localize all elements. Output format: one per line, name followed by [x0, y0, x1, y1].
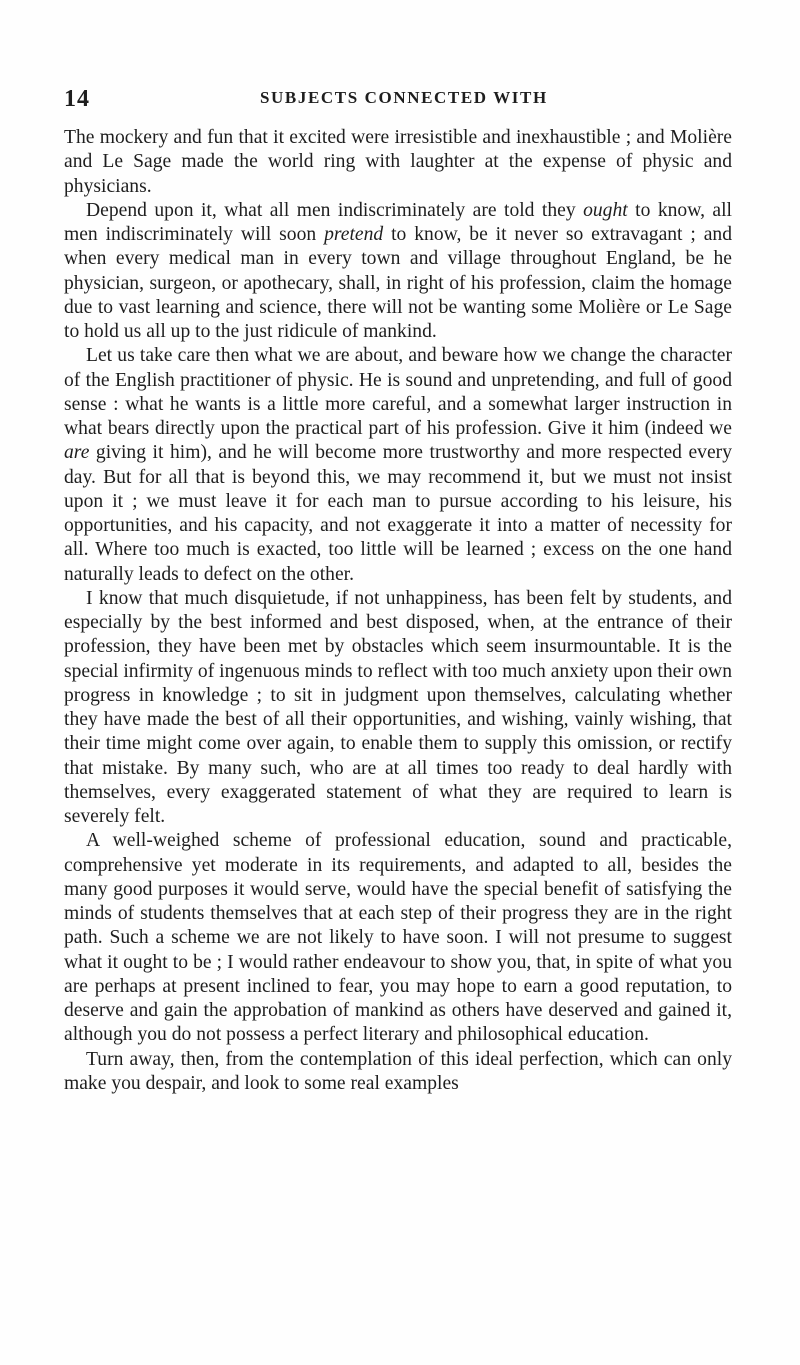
paragraph-2-italic-ought: ought — [583, 199, 628, 221]
paragraph-6 — [64, 1048, 732, 1097]
paragraph-1-text: The mockery and fun that it excited were irresistible and inexhaustible ; and Molière and Le Sage made the world ring with laughter at the expense of physic and physicians. — [64, 127, 732, 197]
paragraph-1 — [64, 126, 732, 199]
paragraph-2-italic-pretend: pretend — [324, 224, 384, 245]
page-header — [64, 86, 736, 116]
paragraph-2 — [64, 199, 732, 345]
paragraph-6-text: Turn away, then, from the contemplation of this ideal perfection, which can only make you despair, and look to some real examples — [64, 1048, 732, 1094]
paragraph-3 — [64, 344, 732, 587]
running-head: SUBJECTS CONNECTED WITH — [260, 88, 548, 107]
paragraph-3-text-b: giving it him), and he will become more trustworthy and more respected every day. But for all that is beyond this, we may recommend it, but we must not insist upon it ; we must leave it for each man to pursue according to his leisure, his opportunities, and his capacity, and not exaggerate it into a matter of necessity for all. Where too much is exacted, too little will be learned ; excess on the one hand naturally leads to defect on the other. — [64, 442, 732, 585]
paragraph-5 — [64, 829, 732, 1047]
body-text — [64, 126, 732, 1096]
page-number: 14 — [64, 86, 90, 112]
paragraph-3-text-a: Let us take care then what we are about, and beware how we change the character of the English practitioner of physic. He is sound and unpretending, and full of good sense : what he wants is a little more careful, and a somewhat larger instruction in what bears directly upon the practical part of his profession. Give it him (indeed we — [64, 345, 732, 439]
paragraph-2-text-c: to know, be it never so extravagant ; and when every medical man in every town and village throughout England, be he physician, surgeon, or apothecary, shall, in right of his profession, claim the homage due to vast learning and science, there will not be wanting some Molière or Le Sage to hold us all up to the just ridicule of mankind. — [64, 224, 733, 342]
paragraph-4 — [64, 587, 732, 830]
paragraph-4-text: I know that much disquietude, if not unhappiness, has been felt by students, and especially by the best informed and best disposed, when, at the entrance of their profession, they have been met by obstacles which seem insurmountable. It is the special infirmity of ingenuous minds to reflect with too much anxiety upon their own progress in knowledge ; to sit in judgment upon themselves, calculating whether they have made the best of all their opportunities, and wishing, vainly wishing, that their time might come over again, to enable them to supply this omission, or rectify that mistake. By many such, who are at all times too ready to deal hardly with themselves, every exaggerated statement of what they are required to learn is severely felt. — [64, 587, 732, 827]
paragraph-2-text-b: to know, all men indiscriminately will soon — [64, 199, 732, 245]
paragraph-3-italic-are: are — [64, 442, 90, 464]
paragraph-5-text: A well-weighed scheme of professional education, sound and practicable, comprehensive yet moderate in its requirements, and adapted to all, besides the many good purposes it would serve, would have the special benefit of satisfying the minds of students themselves that at each step of their progress they are in the right path. Such a scheme we are not likely to have soon. I will not presume to suggest what it ought to be ; I would rather endeavour to show you, that, in spite of what you are perhaps at present inclined to fear, you may hope to earn a good reputation, to deserve and gain the approbation of mankind as others have deserved and gained it, although you do not possess a perfect literary and philosophical education. — [64, 830, 732, 1046]
paragraph-2-text-a: Depend upon it, what all men indiscriminately are told they — [86, 199, 584, 221]
